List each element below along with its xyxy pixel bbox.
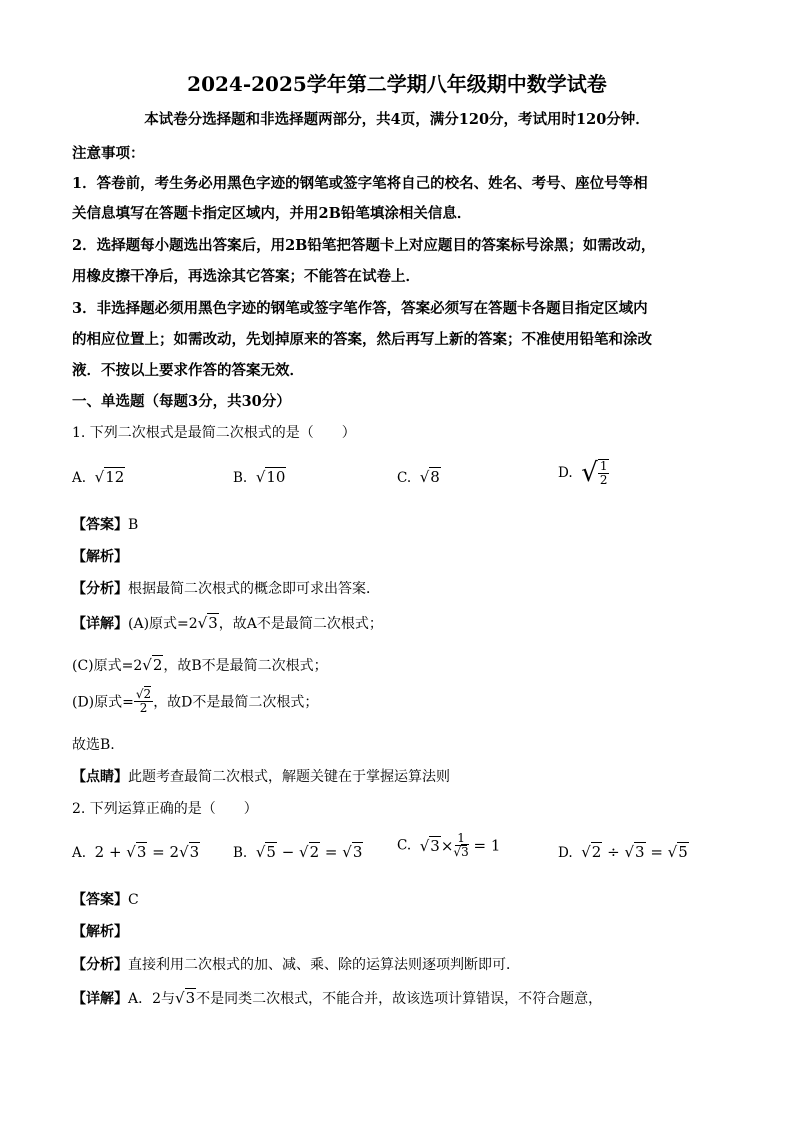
question-2-stem: 2. 下列运算正确的是（ ） [72,801,258,817]
xiangjie-text: ，故B不是最简二次根式； [163,658,328,674]
sqrt-expression: √5 [667,843,688,861]
numerator: 1 [457,831,465,845]
question-1-stem: 1. 下列二次根式是最简二次根式的是（ ） [72,425,356,441]
dianjing-text: 此题考查最简二次根式，解题关键在于掌握运算法则 [128,769,450,785]
xiangjie-text: ，故D不是最简二次根式； [153,694,319,711]
radicand: 2 [152,656,163,674]
expression [420,837,454,855]
sqrt-expression: √5 [255,843,276,861]
option-label: B. [233,845,248,861]
q1-analysis-tag: 【解析】 [72,549,128,565]
xiangjie-text: ，故A不是最简二次根式； [218,616,383,632]
answer-value: B [128,517,139,533]
answer-tag: 【答案】 [72,892,128,908]
sqrt-expression: √3 [624,843,645,861]
expr-text: = [320,843,343,861]
denominator: √3 [453,845,469,859]
fenxi-tag: 【分析】 [72,957,128,973]
xiangjie-text: 不是同类二次根式，不能合并，故该选项计算错误，不符合题意， [196,991,603,1007]
xiangjie-tag: 【详解】 [72,616,128,632]
q1-option-d [558,458,609,488]
radicand: 5 [678,843,688,861]
radicand: 3 [461,845,469,859]
expression [256,843,364,861]
expr-text: ÷ [602,843,625,861]
fenxi-text: 根据最简二次根式的概念即可求出答案． [128,581,380,597]
sqrt-expression: √3 [419,836,440,855]
option-label: A. [72,470,87,486]
sqrt-expression: √2 [142,656,163,674]
q2-option-c [397,832,500,859]
sqrt-expression: √10 [255,468,286,486]
denominator: 2 [599,473,608,487]
q2-option-a [72,843,200,861]
notice-line: 2．选择题每小题选出答案后，用2B铅笔把答题卡上对应题目的答案标号涂黑；如需改动， [72,237,656,254]
expr-text: × [440,836,454,855]
expr-text: = [645,843,668,861]
answer-value: C [128,892,139,908]
notice-line: 1．答卷前，考生务必用黑色字迹的钢笔或签字笔将自己的校名、姓名、考号、座位号等相 [72,175,648,192]
exam-intro: 本试卷分选择题和非选择题两部分，共4页，满分120分，考试用时120分钟． [144,111,650,128]
sqrt-expression: √3 [197,614,218,632]
radicand: 12 [105,468,125,486]
expression [581,843,689,861]
radicand: 3 [136,843,147,861]
radicand: 5 [266,843,276,861]
q1-xiangjie-a [72,613,383,633]
fenxi-text: 直接利用二次根式的加、减、乘、除的运算法则逐项判断即可． [128,957,520,973]
notice-line: 用橡皮擦干净后，再选涂其它答案；不能答在试卷上． [72,268,420,285]
sqrt-expression: √3 [342,843,363,861]
section-heading: 一、单选题（每题3分，共30分） [72,393,291,410]
notice-line: 3．非选择题必须用黑色字迹的钢笔或签字笔作答，答案必须写在答题卡各题目指定区域内 [72,300,648,317]
q2-option-d [558,843,689,861]
fenxi-tag: 【分析】 [72,581,128,597]
sqrt-expression: √2 [299,843,320,861]
sqrt-sign: √ [581,458,598,488]
q2-answer [72,889,139,909]
q1-option-b [233,468,286,486]
q2-option-b [233,843,363,861]
dianjing-tag: 【点睛】 [72,769,128,785]
option-label: D. [558,465,573,481]
expr-text: − [276,843,300,861]
numerator: 1 [599,459,608,473]
radicand: 2 [143,687,152,701]
notice-line: 液．不按以上要求作答的答案无效． [72,362,304,379]
q1-xiangjie-d [72,688,318,715]
sqrt-expression: √3 [126,843,147,861]
radicand: 3 [635,843,645,861]
expr-text: = 1 [468,836,501,855]
radicand: 3 [208,614,218,632]
option-label: B. [233,470,248,486]
sqrt-expression: √3 [179,843,200,861]
answer-tag: 【答案】 [72,517,128,533]
sqrt-expression: √8 [419,468,440,486]
radicand: 3 [430,836,440,855]
radicand: 8 [430,468,440,486]
q1-dianjing [72,766,450,786]
option-label: C. [397,470,412,486]
radicand: 10 [266,468,286,486]
xiangjie-text: A．2与 [128,991,176,1007]
page-title: 2024-2025学年第二学期八年级期中数学试卷 [187,72,607,96]
radicand: 3 [185,989,196,1007]
fraction [134,688,153,715]
xiangjie-text: (A)原式=2 [128,616,198,632]
radicand: 2 [309,843,320,861]
q2-fenxi [72,954,520,974]
expr-text: = 2 [147,843,180,861]
notice-line: 的相应位置上；如需改动，先划掉原来的答案，然后再写上新的答案；不准使用铅笔和涂改 [72,331,652,348]
fraction [453,832,468,859]
q1-option-c [397,468,441,486]
xiangjie-text: (C)原式=2 [72,658,143,674]
q1-answer [72,514,138,534]
expr-text: 2 + [94,843,127,861]
radicand: 2 [591,843,602,861]
q1-conclusion: 故选B. [72,737,115,753]
expression [95,843,201,861]
xiangjie-tag: 【详解】 [72,991,128,1007]
denominator: 2 [139,701,148,715]
sqrt-expression: √12 [94,468,125,486]
option-label: A. [72,845,87,861]
notice-heading: 注意事项： [72,145,145,162]
xiangjie-text: (D)原式= [72,694,134,711]
radicand: 3 [352,843,363,861]
fraction [598,459,610,487]
option-label: D. [558,845,573,861]
q2-xiangjie [72,988,602,1008]
option-label: C. [397,837,412,854]
sqrt-expression: √3 [175,989,196,1007]
q1-option-a [72,468,125,486]
q1-fenxi [72,578,380,598]
q2-analysis-tag: 【解析】 [72,924,128,940]
q1-xiangjie-c [72,655,328,675]
radicand: 3 [189,843,200,861]
notice-line: 关信息填写在答题卡指定区域内，并用2B铅笔填涂相关信息． [72,205,472,222]
numerator: √2 [135,687,152,701]
sqrt-expression: √2 [581,843,602,861]
